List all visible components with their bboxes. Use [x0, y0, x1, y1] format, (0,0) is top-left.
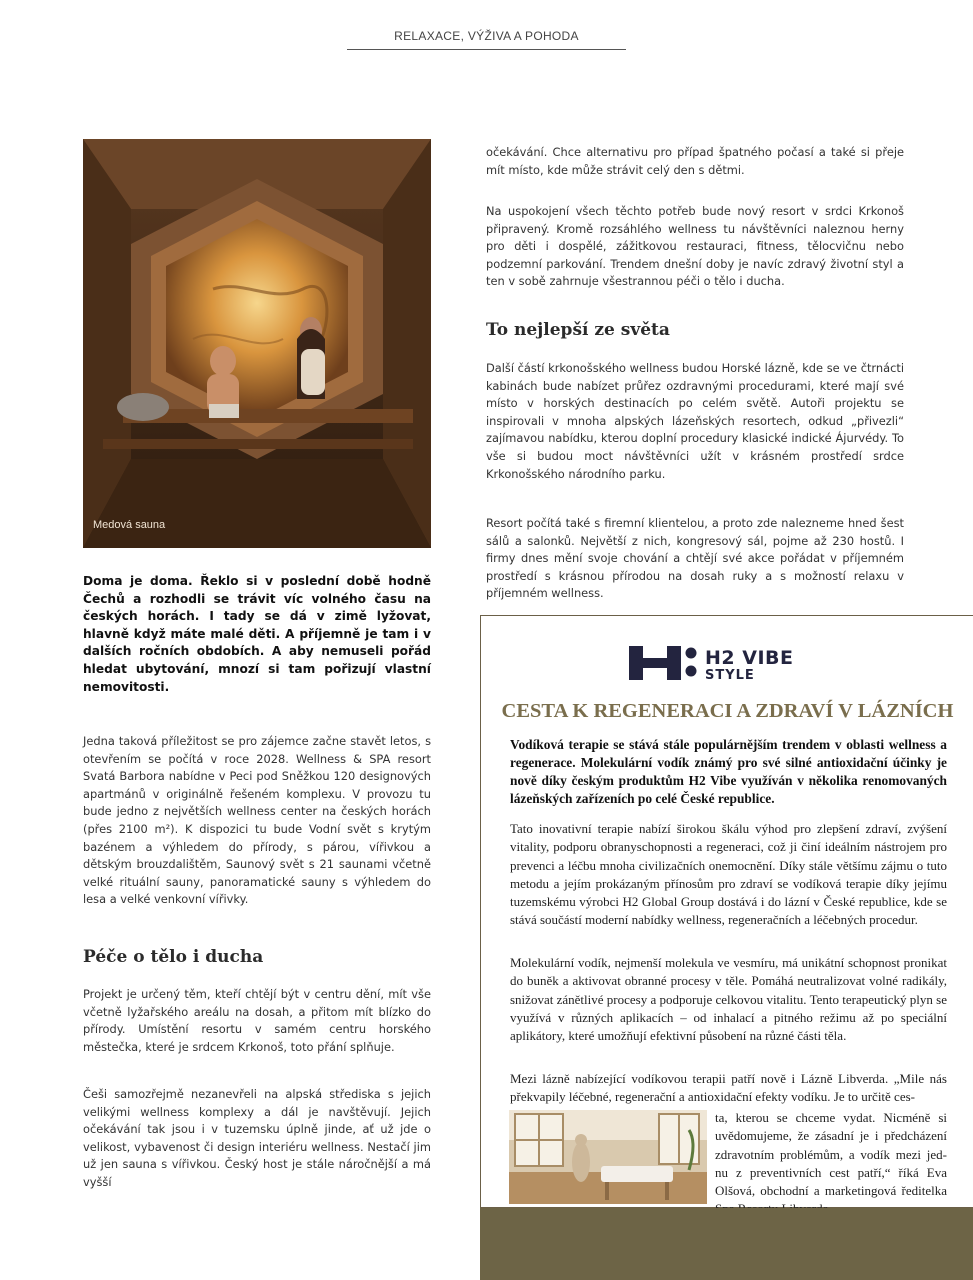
right-paragraph-1: očekávání. Chce alternativu pro případ špatného počasí a také si přeje mít místo, kde může strávit celý den s dětmi.: [486, 145, 904, 177]
left-paragraph-3: Češi samozřejmě nezanevřeli na alpská střediska s jejich velikými wellness komplexy a dál je navštěvují. Jejich očekávání tak jsou i v tuzemsku úplně jinde, ať už jde o velikost, vybavenost či design interiéru wellness. Nestačí jim už jen sauna s vířivkou. Český host je stále náročnější a má vyšší: [83, 1087, 431, 1189]
ad-lead-wrap: [510, 736, 947, 808]
sauna-photo: [83, 139, 431, 548]
right-body-2-wrap: [486, 203, 904, 291]
brand-tagline: STYLE: [705, 668, 755, 683]
right-body-3-wrap: [486, 360, 904, 483]
right-body-4-wrap: [486, 515, 904, 603]
photo-caption: Medová sauna: [93, 519, 166, 531]
ad-title: CESTA K REGENERACI A ZDRAVÍ V LÁZNÍCH: [501, 700, 954, 722]
ad-lead: Vodíková terapie se stává stále populárnějším trendem v oblasti wellness a regenerace. Molekulární vodík známý pro své silné antioxidační účinky je nově díky českým produktům H2 Vibe využíván v několika renomovaných lázeňských zařízeních po celé České republice.: [510, 737, 947, 806]
spa-room-photo: [509, 1110, 707, 1204]
left-body-3-wrap: [83, 1086, 431, 1192]
left-paragraph-2: Projekt je určený těm, kteří chtějí být v centru dění, mít vše včetně lyžařského areálu na dosah, a přitom mít blízko do přírody. Umístění resortu v samém centru horského městečka, které je srdcem Krkonoš, toto přání splňuje.: [83, 987, 431, 1054]
ad-paragraph-2: Molekulární vodík, nejmenší molekula ve vesmíru, má unikátní schopnost pronikat do buněk a aktivovat obranné procesy v těle. Pomáhá neutralizovat volné radikály, snižovat zánětlivé procesy a podporuje celkovou vitalitu. Tento terapeutický plyn se využívá v různých aplikacích – od inhalací a pitného režimu až po speciální aplikátory, které umožňují efektivní působení na různé části těla.: [510, 955, 947, 1044]
h2-logo-mark-icon: [629, 644, 699, 682]
brand-logo: [629, 644, 829, 684]
brand-name: H2 VIBE: [705, 647, 794, 669]
ad-paragraph-3-top: Mezi lázně nabízející vodíkovou terapii patří nově i Lázně Libverda. „Mile nás překvapily léčebné, regenerační a antioxidační efekty vodíku. Je to určitě ces-: [510, 1071, 947, 1105]
ad-p1-wrap: [510, 820, 947, 930]
right-paragraph-2: Na uspokojení všech těchto potřeb bude nový resort v srdci Krkonoš připravený. Kromě rozsáhlého wellness tu návštěvníci naleznou herny pro děti i dospělé, zážitkovou restauraci, fitness, tělocvičnu nebo podzemní parkování. Trendem dnešní doby je navíc zdravý životní styl a ten v sobě zahrnuje všestrannou péči o tělo i ducha.: [486, 204, 904, 289]
ad-paragraph-3-side: ta, kterou se chceme vydat. Nicméně si uvědomujeme, že zásadní je i předcházení zdravotním problémům, a vodík mezi jed-nu z preventivních cest patří,“ říká Eva Olšová, obchodní a marketingová ředitelka: [715, 1110, 947, 1199]
ad-p2-wrap: [510, 954, 947, 1045]
ad-footer-band: [480, 1208, 973, 1280]
subheading-pece: Péče o tělo i ducha: [83, 947, 264, 967]
ad-p3-wrap: [510, 1070, 947, 1107]
lead-paragraph: Doma je doma. Řeklo si v poslední době hodně Čechů a rozhodli se trávit víc volného času na českých horách. I tady se dá v zimě lyžovat, hlavně když máte malé děti. A příjemně je tam i v dalších ročních obdobích. A aby nemuseli pořád hledat ubytování, mnozí si tam pořizují vlastní nemovitosti.: [83, 574, 431, 694]
ad-paragraph-1: Tato inovativní terapie nabízí širokou škálu výhod pro zlepšení zdraví, zvýšení vitality, podporu obranyschopnosti a regeneraci, což ji činí ideálním nástrojem pro prevenci a léčbu mnoha civilizačních onemocnění. Díky stále většímu zájmu o tuto metodu a jejím prokázaným přínosům pro zdraví se vodíková terapie díky jejímu tuzemskému výrobci H2 Global Group dostává i do lázní v České republice, kde se stává součástí moderní nabídky wellness, regeneračních a léčebných procedur.: [510, 821, 947, 928]
right-paragraph-4: Resort počítá také s firemní klientelou, a proto zde nalezneme hned šest sálů a salonků. Největší z nich, kongresový sál, pojme až 230 hostů. I firmy dnes mění svoje chování a chtějí své akce pořádat v příjemném prostředí s krásnou přírodou na dosah ruky a s možností relaxu v příjemném wellness.: [486, 516, 904, 601]
right-paragraph-3: Další částí krkonošského wellness budou Horské lázně, kde se ve čtrnácti kabinách bude nabízet průřez ozdravnými procedurami, které mají své místo v horských destinacích po celém světě. Autoři projektu se inspirovali v mnoha alpských lázeňských resortech, odkud „přivezli“ zajímavou nabídku, kterou doplní procedury klasické indické Ájurvédy. To vše si budou moct návštěvníci užít v krásném prostředí srdce Krkonošského národního parku.: [486, 361, 904, 481]
left-body-1-wrap: [83, 733, 431, 909]
lead-paragraph-wrap: [83, 573, 431, 696]
advertisement-box: [480, 615, 973, 1208]
left-body-2-wrap: [83, 986, 431, 1056]
right-body-1-wrap: [486, 144, 904, 179]
subheading-nejlepsi: To nejlepší ze světa: [486, 320, 670, 340]
left-paragraph-1: Jedna taková příležitost se pro zájemce začne stavět letos, s otevřením se počítá v roce 2028. Wellness & SPA resort Svatá Barbora nabídne v Peci pod Sněžkou 120 designových apartmánů v originálně řešeném komplexu. V provozu tu bude jedno z největších wellness center na českých horách (přes 2100 m²). K dispozici tu bude Vodní svět s krytým bazénem a výhledem do přírody, s párou, vířivkou a dětským brouzdalištěm, Saunový svět s 21 saunami včetně velké rituální sauny, panoramatické sauny s výhledem do lesa a velké venkovní vířivky.: [83, 734, 431, 907]
right-heading-wrap: [486, 320, 904, 340]
left-heading-wrap: [83, 947, 431, 967]
running-head: RELAXACE, VÝŽIVA A POHODA: [347, 29, 626, 50]
ad-p3-side-wrap: [715, 1109, 947, 1219]
